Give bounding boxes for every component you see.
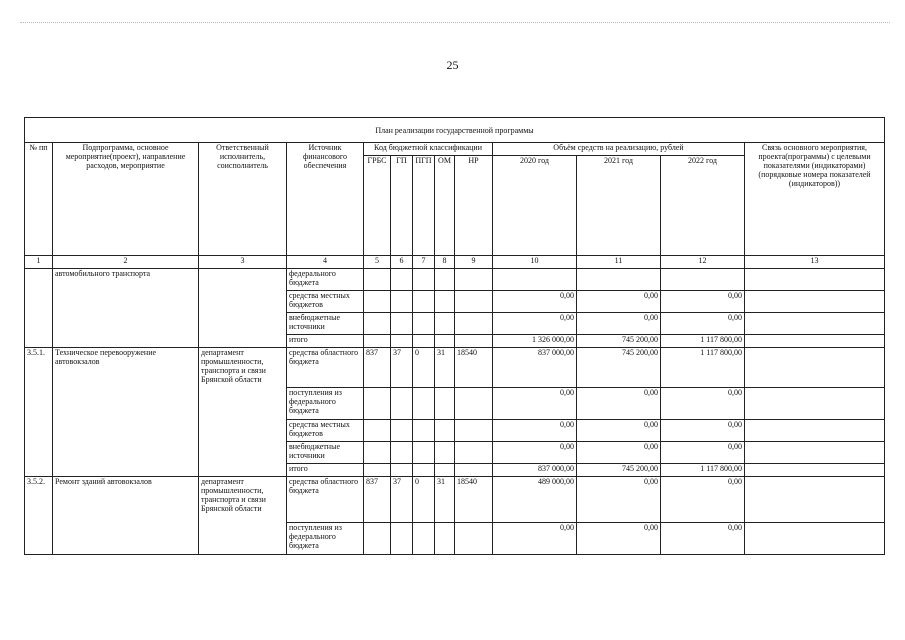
row-2021: 745 200,00: [577, 464, 661, 477]
row-np: [455, 335, 493, 348]
row-2022: 0,00: [661, 420, 745, 442]
row-2021: 745 200,00: [577, 335, 661, 348]
row-2022: 0,00: [661, 477, 745, 523]
row-2021: 745 200,00: [577, 348, 661, 388]
row-2020: 837 000,00: [493, 348, 577, 388]
row-grbs: [364, 335, 391, 348]
row-responsible: департамент промышленности, транспорта и связи Брянской области: [199, 477, 287, 555]
row-gp: 37: [391, 348, 413, 388]
header-np: НР: [455, 156, 493, 256]
row-2020: 0,00: [493, 388, 577, 420]
row-pgp: [413, 523, 435, 555]
row-link: [745, 291, 885, 313]
row-om: [435, 523, 455, 555]
header-om: ОМ: [435, 156, 455, 256]
row-om: [435, 269, 455, 291]
row-pgp: [413, 313, 435, 335]
row-gp: [391, 291, 413, 313]
header-gp: ГП: [391, 156, 413, 256]
row-gp: [391, 388, 413, 420]
header-num: № пп: [25, 143, 53, 256]
row-grbs: [364, 442, 391, 464]
row-num: [25, 269, 53, 348]
row-2022: 1 117 800,00: [661, 464, 745, 477]
row-responsible: [199, 269, 287, 348]
row-link: [745, 313, 885, 335]
row-grbs: [364, 291, 391, 313]
row-grbs: [364, 464, 391, 477]
column-number: 3: [199, 256, 287, 269]
row-source: средства областного бюджета: [287, 477, 364, 523]
row-name: Техническое перевооружение автовокзалов: [53, 348, 199, 477]
row-pgp: [413, 291, 435, 313]
row-name: Ремонт зданий автовокзалов: [53, 477, 199, 555]
row-2021: 0,00: [577, 388, 661, 420]
row-om: 31: [435, 477, 455, 523]
row-num: 3.5.2.: [25, 477, 53, 555]
header-responsible: Ответственный исполнитель, соисполнитель: [199, 143, 287, 256]
row-name: автомобильного транспорта: [53, 269, 199, 348]
row-2020: 0,00: [493, 291, 577, 313]
column-number: 6: [391, 256, 413, 269]
row-link: [745, 477, 885, 523]
row-pgp: 0: [413, 477, 435, 523]
row-pgp: [413, 335, 435, 348]
row-source: средства местных бюджетов: [287, 420, 364, 442]
row-np: [455, 420, 493, 442]
row-link: [745, 269, 885, 291]
row-2020: [493, 269, 577, 291]
header-2020: 2020 год: [493, 156, 577, 256]
row-responsible: департамент промышленности, транспорта и связи Брянской области: [199, 348, 287, 477]
row-np: [455, 464, 493, 477]
column-number: 2: [53, 256, 199, 269]
header-source: Источник финансового обеспечения: [287, 143, 364, 256]
row-gp: 37: [391, 477, 413, 523]
column-number: 9: [455, 256, 493, 269]
row-om: 31: [435, 348, 455, 388]
row-gp: [391, 313, 413, 335]
row-2022: 1 117 800,00: [661, 335, 745, 348]
row-2022: 0,00: [661, 313, 745, 335]
column-number-row: [25, 256, 885, 269]
table-title: План реализации государственной программы: [25, 118, 885, 143]
row-pgp: [413, 269, 435, 291]
row-source: средства местных бюджетов: [287, 291, 364, 313]
row-2022: 0,00: [661, 388, 745, 420]
column-number: 13: [745, 256, 885, 269]
row-source: федерального бюджета: [287, 269, 364, 291]
row-om: [435, 313, 455, 335]
row-source: поступления из федерального бюджета: [287, 523, 364, 555]
row-link: [745, 442, 885, 464]
row-source: внебюджетные источники: [287, 442, 364, 464]
row-source: итого: [287, 335, 364, 348]
row-gp: [391, 335, 413, 348]
row-gp: [391, 420, 413, 442]
row-link: [745, 523, 885, 555]
row-np: [455, 442, 493, 464]
row-link: [745, 335, 885, 348]
row-2020: 1 326 000,00: [493, 335, 577, 348]
column-number: 12: [661, 256, 745, 269]
row-grbs: [364, 269, 391, 291]
row-2021: 0,00: [577, 420, 661, 442]
header-funds: Объём средств на реализацию, рублей: [493, 143, 745, 156]
row-np: [455, 313, 493, 335]
row-om: [435, 335, 455, 348]
header-link: Связь основного мероприятия, проекта(программы) с целевыми показателями (индикаторами) (порядковые номера показателей (индикаторов)): [745, 143, 885, 256]
header-2021: 2021 год: [577, 156, 661, 256]
column-number: 4: [287, 256, 364, 269]
row-2020: 837 000,00: [493, 464, 577, 477]
row-2021: 0,00: [577, 313, 661, 335]
row-gp: [391, 523, 413, 555]
row-2020: 0,00: [493, 313, 577, 335]
row-source: итого: [287, 464, 364, 477]
row-np: [455, 291, 493, 313]
row-2021: [577, 269, 661, 291]
header-2022: 2022 год: [661, 156, 745, 256]
row-2020: 0,00: [493, 420, 577, 442]
page-number: 25: [446, 58, 459, 72]
row-link: [745, 464, 885, 477]
row-2021: 0,00: [577, 291, 661, 313]
column-number: 10: [493, 256, 577, 269]
row-gp: [391, 269, 413, 291]
header-grbs: ГРБС: [364, 156, 391, 256]
row-2022: 0,00: [661, 291, 745, 313]
column-number: 11: [577, 256, 661, 269]
row-grbs: [364, 523, 391, 555]
row-om: [435, 291, 455, 313]
row-om: [435, 388, 455, 420]
row-2021: 0,00: [577, 442, 661, 464]
row-source: поступления из федерального бюджета: [287, 388, 364, 420]
table-row: [25, 348, 885, 388]
header-name: Подпрограмма, основное мероприятие(проект), направление расходов, мероприятие: [53, 143, 199, 256]
row-2021: 0,00: [577, 477, 661, 523]
row-pgp: 0: [413, 348, 435, 388]
row-num: 3.5.1.: [25, 348, 53, 477]
row-np: [455, 388, 493, 420]
row-2020: 0,00: [493, 442, 577, 464]
row-link: [745, 420, 885, 442]
row-pgp: [413, 420, 435, 442]
row-np: 18540: [455, 348, 493, 388]
row-om: [435, 464, 455, 477]
row-grbs: [364, 420, 391, 442]
row-source: средства областного бюджета: [287, 348, 364, 388]
row-link: [745, 388, 885, 420]
row-np: [455, 269, 493, 291]
row-pgp: [413, 388, 435, 420]
row-np: 18540: [455, 477, 493, 523]
row-grbs: [364, 313, 391, 335]
column-number: 8: [435, 256, 455, 269]
plan-table: [24, 117, 885, 555]
row-2022: [661, 269, 745, 291]
row-om: [435, 442, 455, 464]
row-2020: 0,00: [493, 523, 577, 555]
row-link: [745, 348, 885, 388]
row-2022: 0,00: [661, 442, 745, 464]
row-2022: 0,00: [661, 523, 745, 555]
header-budget-code: Код бюджетной классификации: [364, 143, 493, 156]
row-pgp: [413, 442, 435, 464]
row-grbs: 837: [364, 348, 391, 388]
row-2020: 489 000,00: [493, 477, 577, 523]
row-2022: 1 117 800,00: [661, 348, 745, 388]
header-pgp: ПГП: [413, 156, 435, 256]
row-gp: [391, 464, 413, 477]
row-source: внебюджетные источники: [287, 313, 364, 335]
column-number: 1: [25, 256, 53, 269]
row-2021: 0,00: [577, 523, 661, 555]
row-grbs: 837: [364, 477, 391, 523]
table-row: [25, 269, 885, 291]
page-top-edge: [20, 22, 890, 23]
row-gp: [391, 442, 413, 464]
table-row: [25, 477, 885, 523]
row-pgp: [413, 464, 435, 477]
column-number: 5: [364, 256, 391, 269]
column-number: 7: [413, 256, 435, 269]
row-grbs: [364, 388, 391, 420]
row-np: [455, 523, 493, 555]
row-om: [435, 420, 455, 442]
